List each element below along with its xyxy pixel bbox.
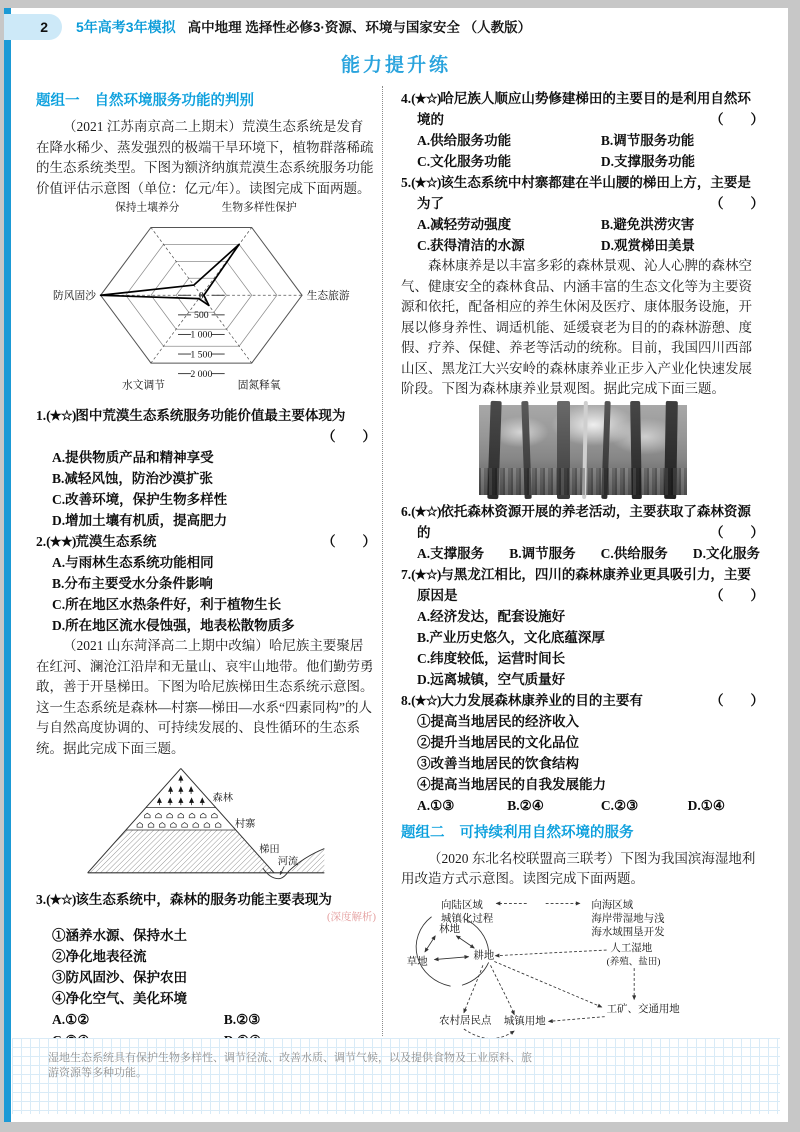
option-label: D.	[600, 154, 615, 169]
numbered-item: ①涵养水源、保持水土	[52, 928, 187, 943]
option-text: 支撑服务功能	[614, 154, 696, 169]
option	[401, 648, 764, 669]
brand-title: 5年高考3年模拟	[76, 19, 176, 35]
options	[401, 214, 764, 256]
option	[36, 552, 376, 573]
option	[601, 235, 764, 256]
option-label: B.	[52, 576, 65, 591]
option-label: C.	[52, 492, 66, 507]
forest-photo	[479, 405, 687, 495]
question-stem	[36, 405, 376, 447]
option-label: A.	[417, 217, 431, 232]
question-block	[401, 88, 764, 256]
options	[401, 130, 764, 172]
difficulty-stars: (★☆)	[411, 91, 441, 106]
difficulty-stars: (★★)	[46, 534, 76, 549]
option	[601, 214, 764, 235]
option-text: ②③	[236, 1012, 261, 1027]
question-block	[36, 405, 376, 636]
option-label: A.	[52, 555, 66, 570]
option-text: 经济发达，配套设施好	[430, 608, 566, 624]
diagram-label: 梯田	[259, 844, 280, 856]
diagram-label: 村寨	[234, 819, 256, 831]
option-text: ①④	[700, 797, 725, 813]
answer-bracket: （ ）	[710, 196, 764, 211]
question-number: 1.	[36, 408, 47, 423]
option-label: D.	[600, 238, 615, 253]
option-label: A.	[52, 1012, 66, 1027]
option	[693, 543, 760, 564]
question-number: 2.	[36, 534, 47, 549]
tick-label: 2 000	[190, 368, 213, 380]
option	[36, 594, 376, 615]
options	[36, 447, 376, 531]
difficulty-stars: (★☆)	[411, 175, 441, 190]
numbered-item: ④净化空气、美化环境	[52, 991, 187, 1006]
option	[36, 468, 376, 489]
flow-node: 林地	[439, 923, 461, 935]
axis-label: 保持土壤养分	[115, 201, 180, 214]
option	[417, 235, 601, 256]
page-number-pill	[4, 14, 62, 40]
question	[401, 88, 764, 172]
group-title: 可持续利用自然环境的服务	[459, 824, 634, 841]
question-number: 4.	[401, 91, 412, 106]
question-stem	[401, 501, 764, 543]
axis-label: 生物多样性保护	[221, 201, 297, 214]
stem-text: 该生态系统中，森林的服务功能主要表现为	[75, 892, 332, 907]
option-text: 所在地区水热条件好，利于植物生长	[65, 597, 282, 612]
footer-note-band	[12, 1038, 780, 1114]
question-number: 8.	[401, 692, 412, 708]
flow-node: (养殖、盐田)	[606, 956, 661, 967]
answer-bracket: （ ）	[710, 524, 764, 540]
option-text: 支撑服务	[430, 545, 485, 561]
question-number: 3.	[36, 892, 47, 907]
answer-bracket: （ ）	[322, 534, 376, 549]
flow-node: 草地	[406, 955, 428, 967]
stem-text: 图中荒漠生态系统服务功能价值最主要体现为	[75, 408, 346, 423]
numbered-item: ②提升当地居民的文化品位	[417, 734, 579, 750]
options	[36, 552, 376, 636]
option-label: B.	[507, 797, 520, 813]
option-label: A.	[417, 133, 431, 148]
option-label: C.	[417, 650, 431, 666]
group2-heading	[401, 822, 764, 844]
numbered-item: ④提高当地居民的自我发展能力	[417, 776, 606, 792]
option-label: A.	[417, 797, 431, 813]
option	[36, 573, 376, 594]
intro-paragraph: 森林康养是以丰富多彩的森林景观、沁人心脾的森林空气、健康安全的森林食品、内涵丰富的生态文化等为主要资源和依托，配备相应的养生休闲及医疗、康体服务设施，开展以修身养性、调适机能、延缓衰老为目的的森林游憩、度假、疗养、保健、养老等活动的统称。目前，我国四川西部山区、黑龙江大兴安岭的森林康养业正步入产业化快速发展阶段。下图为森林康养业景观图。据此完成下面三题。	[401, 258, 752, 396]
stem-text: 大力发展森林康养业的目的主要有	[440, 692, 643, 708]
group-label: 题组二	[401, 824, 445, 841]
question-number: 6.	[401, 503, 412, 519]
question-stem	[401, 172, 764, 214]
option-label: D.	[687, 797, 701, 813]
option-text: ②④	[519, 797, 544, 813]
option	[417, 214, 601, 235]
question	[36, 405, 376, 531]
option-text: 分布主要受水分条件影响	[64, 576, 213, 591]
option-label: B.	[223, 1012, 237, 1027]
answer-bracket: （ ）	[710, 692, 764, 708]
mountain-diagram	[36, 761, 376, 889]
stem-text: 该生态系统中村寨都建在半山腰的梯田上方，主要是为了	[417, 175, 751, 211]
axis-label: 固氮释氧	[237, 379, 281, 392]
option	[417, 130, 601, 151]
stem-text: 哈尼族人顺应山势修建梯田的主要目的是利用自然环境的	[417, 91, 751, 127]
option	[601, 151, 764, 172]
option-text: 远离城镇，空气质量好	[430, 671, 566, 687]
option-text: 观赏梯田美景	[614, 238, 696, 253]
option	[224, 1009, 376, 1030]
flow-node: 耕地	[473, 950, 495, 962]
option	[36, 510, 376, 531]
stem-text: 荒漠生态系统	[75, 534, 157, 549]
group1-heading	[36, 90, 376, 112]
option	[601, 130, 764, 151]
page-header	[76, 14, 778, 40]
option-label: C.	[52, 597, 66, 612]
answer-bracket: （ ）	[710, 587, 764, 603]
option-label: C.	[600, 545, 614, 561]
option-text: 供给服务	[613, 545, 668, 561]
radar-chart	[32, 202, 376, 401]
flow-header: 海水域围垦开发	[591, 926, 665, 938]
tick-label: 1 000	[190, 329, 213, 341]
tick-label: 500	[194, 310, 209, 322]
diagram-label: 森林	[212, 793, 234, 805]
option-text: 供给服务功能	[430, 133, 512, 148]
option	[601, 543, 668, 564]
option-text: 获得清洁的水源	[430, 238, 525, 253]
numbered-item: ①提高当地居民的经济收入	[417, 713, 579, 729]
group-title: 自然环境服务功能的判别	[94, 93, 254, 109]
option-text: 调节服务	[521, 545, 576, 561]
option-text: 改善环境，保护生物多样性	[65, 492, 228, 507]
options	[401, 606, 764, 690]
option	[36, 447, 376, 468]
intro-paragraph: （2020 东北名校联盟高三联考）下图为我国滨海湿地利用改造方式示意图。读图完成下面两题。	[401, 850, 756, 886]
left-column	[4, 86, 382, 1036]
option-text: 减轻劳动强度	[430, 217, 512, 232]
option-label: A.	[417, 545, 431, 561]
page-number: 2	[40, 19, 48, 35]
option-text: 文化服务	[706, 545, 760, 561]
option-label: B.	[600, 133, 614, 148]
question	[36, 889, 376, 1051]
option	[601, 795, 688, 816]
option-label: C.	[417, 154, 431, 169]
difficulty-stars: (★☆)	[411, 566, 441, 582]
question-stem	[36, 889, 376, 910]
option-label: B.	[417, 629, 430, 645]
question-number: 7.	[401, 566, 412, 582]
option	[52, 1009, 224, 1030]
question	[401, 564, 764, 690]
difficulty-stars: (★☆)	[411, 503, 441, 519]
flow-header: 海岸带湿地与浅	[591, 913, 665, 925]
numbered-item: ②净化地表径流	[52, 949, 147, 964]
footer-note: 湿地生态系统具有保护生物多样性、调节径流、改善水质、调节气候，以及提供食物及工业原料、旅游资源等多种功能。	[48, 1052, 532, 1079]
option-label: C.	[417, 238, 431, 253]
option-text: 纬度较低，运营时间长	[430, 650, 566, 666]
deep-analysis-tag: (深度解析)	[327, 912, 376, 923]
stem-text: 依托森林资源开展的养老活动，主要获取了森林资源的	[417, 503, 751, 540]
option	[417, 151, 601, 172]
option	[417, 795, 507, 816]
numbered-item: ③改善当地居民的饮食结构	[417, 755, 579, 771]
book-subtitle: 高中地理 选择性必修3·资源、环境与国家安全 （人教版）	[187, 20, 532, 35]
question-block	[36, 889, 376, 1051]
option	[688, 795, 764, 816]
option	[417, 543, 484, 564]
option-text: 与雨林生态系统功能相同	[65, 555, 214, 570]
option-text: 避免洪涝灾害	[613, 217, 695, 232]
flow-node: 农村居民点	[439, 1014, 492, 1026]
flow-node: 人工湿地	[610, 942, 653, 954]
option	[507, 795, 601, 816]
option	[401, 606, 764, 627]
options	[401, 795, 764, 816]
option	[401, 627, 764, 648]
option-label: B.	[52, 471, 65, 486]
option-label: D.	[52, 618, 66, 633]
stem-text: 与黑龙江相比，四川的森林康养业更具吸引力，主要原因是	[417, 566, 751, 603]
tick-label: 0	[198, 290, 204, 302]
option-text: ①②	[65, 1012, 90, 1027]
option-text: 产业历史悠久，文化底蕴深厚	[429, 629, 605, 645]
question	[401, 690, 764, 816]
option-label: B.	[509, 545, 522, 561]
numbered-item: ③防风固沙、保护农田	[52, 970, 187, 985]
group-label: 题组一	[36, 93, 80, 109]
option-label: C.	[600, 797, 615, 813]
flow-diagram	[401, 892, 764, 1054]
intro-paragraph: （2021 江苏南京高二上期末）荒漠生态系统是发育在降水稀少、蒸发强烈的极端干旱环境下，植物群落稀疏的生态系统类型。下图为额济纳旗荒漠生态系统服务功能价值评估示意图（单位：亿元/年）。读图完成下面两题。	[36, 119, 374, 196]
two-column-layout	[4, 86, 788, 1036]
diagram-label: 河流	[277, 856, 299, 868]
question-stem	[36, 531, 376, 552]
option-label: A.	[52, 450, 66, 465]
intro-paragraph: （2021 山东菏泽高二上期中改编）哈尼族主要聚居在红河、澜沧江沿岸和无量山、哀牢山地带。他们勤劳勇敢，善于开垦梯田。下图为哈尼族梯田生态系统示意图。这一生态系统是森林—村寨—梯田—水系“四素同构”的人与自然高度协调的、可持续发展的、良性循环的生态系统。据此完成下面三题。	[36, 638, 374, 756]
axis-label: 水文调节	[122, 379, 165, 392]
flow-node: 工矿、交通用地	[606, 1003, 680, 1015]
option-text: ②③	[614, 797, 639, 813]
option-text: 调节服务功能	[613, 133, 695, 148]
question	[401, 501, 764, 564]
option-text: 提供物质产品和精神享受	[65, 450, 214, 465]
section-main-title: 能力提升练	[340, 55, 451, 76]
tick-label: 1 500	[190, 349, 213, 361]
option-text: 所在地区流水侵蚀强，地表松散物质多	[65, 618, 295, 633]
question-stem	[401, 88, 764, 130]
option	[36, 489, 376, 510]
difficulty-stars: (★☆)	[411, 692, 441, 708]
option-text: 减轻风蚀，防治沙漠扩张	[64, 471, 213, 486]
question	[36, 531, 376, 636]
question-stem	[401, 564, 764, 606]
flow-header: 向陆区域	[441, 899, 483, 911]
option-label: B.	[600, 217, 614, 232]
question-number: 5.	[401, 175, 412, 190]
option-label: D.	[417, 671, 431, 687]
options	[401, 543, 764, 564]
option	[36, 615, 376, 636]
flow-header: 向海区域	[591, 899, 634, 911]
right-column	[382, 86, 788, 1036]
option-text: 文化服务功能	[430, 154, 512, 169]
book-page	[4, 8, 788, 1122]
answer-bracket: （ ）	[322, 429, 376, 444]
flow-node: 城镇用地	[503, 1015, 546, 1027]
difficulty-stars: (★☆)	[46, 408, 76, 423]
option	[509, 543, 575, 564]
difficulty-stars: (★☆)	[46, 892, 76, 907]
option-label: A.	[417, 608, 431, 624]
flow-header: 城镇化过程	[441, 913, 494, 925]
option-text: 增加土壤有机质，提高肥力	[65, 513, 228, 528]
question	[401, 172, 764, 256]
axis-label: 生态旅游	[306, 290, 350, 302]
option	[401, 669, 764, 690]
option-text: ①③	[430, 797, 455, 813]
axis-label: 防风固沙	[53, 290, 96, 302]
question-block	[401, 501, 764, 816]
option-label: D.	[52, 513, 66, 528]
question-stem	[401, 690, 764, 711]
answer-bracket: （ ）	[710, 112, 764, 127]
option-label: D.	[692, 545, 706, 561]
